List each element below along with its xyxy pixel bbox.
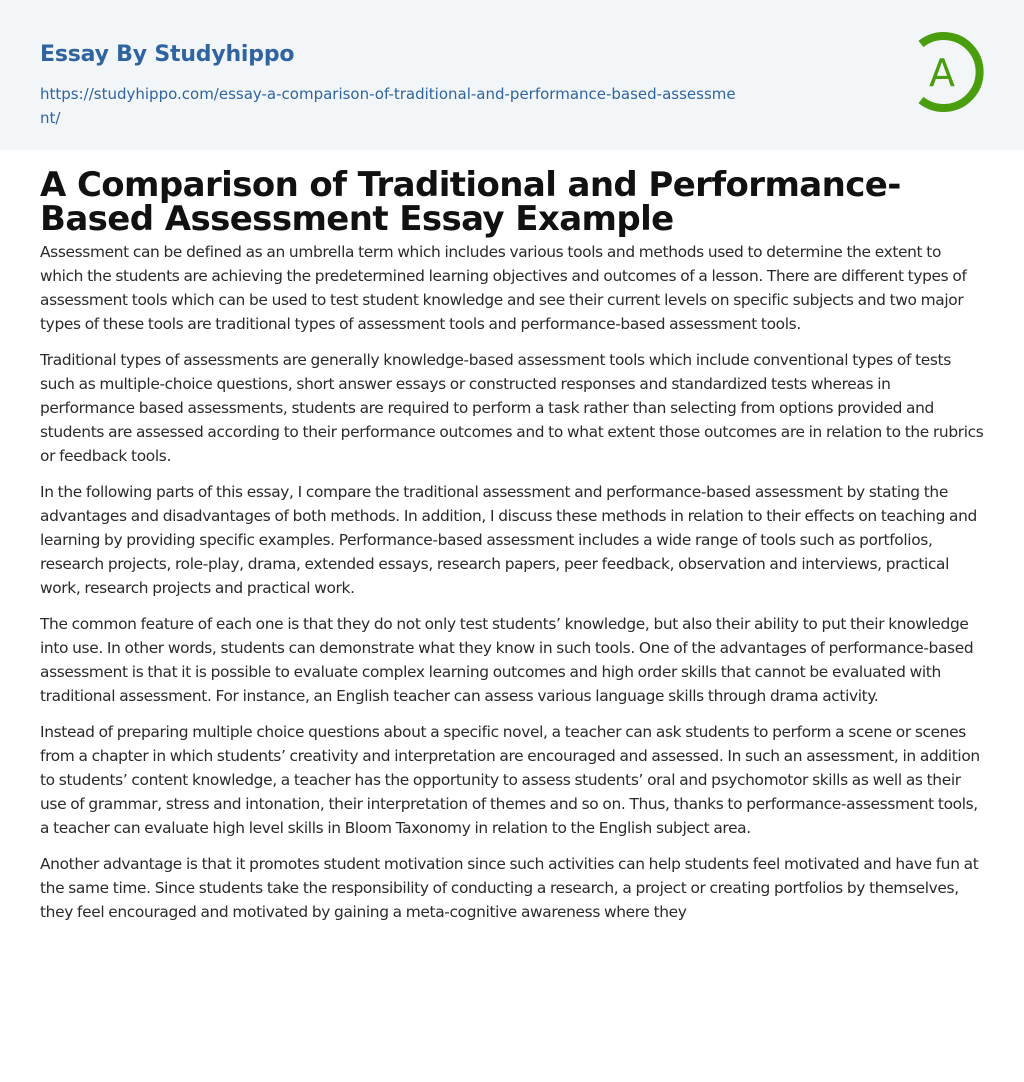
studyhippo-logo-icon[interactable]: [912, 28, 986, 118]
essay-paragraph: Another advantage is that it promotes student motivation since such activities can help students feel motivated and have fun at the same time. Since students take the responsibility of conducting a research, a project or creating portfolios by themselves, they feel encouraged and motivated by gaining a meta-cognitive awareness where they: [40, 855, 979, 921]
essay-paragraph: Traditional types of assessments are generally knowledge-based assessment tools which include conventional types of tests such as multiple-choice questions, short answer essays or constructed responses and standardized tests whereas in performance based assessments, students are required to perform a task rather than selecting from options provided and students are assessed according to their performance outcomes and to what extent those outcomes are in relation to the rubrics or feedback tools.: [40, 351, 984, 465]
site-header: [0, 0, 1024, 150]
site-title[interactable]: Essay By Studyhippo: [40, 42, 295, 67]
essay-paragraph: Assessment can be defined as an umbrella term which includes various tools and methods used to determine the extent to which the students are achieving the predetermined learning objectives and outcomes of a lesson. There are different types of assessment tools which can be used to test student knowledge and see their current levels on specific subjects and two major types of these tools are traditional types of assessment tools and performance-based assessment tools.: [40, 243, 967, 333]
essay-paragraph: Instead of preparing multiple choice questions about a specific novel, a teacher can ask students to perform a scene or scenes from a chapter in which students’ creativity and interpretation are encouraged and assessed. In such an assessment, in addition to students’ content knowledge, a teacher has the opportunity to assess students’ oral and psychomotor skills as well as their use of grammar, stress and intonation, their interpretation of themes and so on. Thus, thanks to performance-assessment tools, a teacher can evaluate high level skills in Bloom Taxonomy in relation to the English subject area.: [40, 723, 980, 837]
essay-url-link[interactable]: https://studyhippo.com/essay-a-comparison-of-traditional-and-performance-based-assessment/: [40, 85, 736, 127]
essay-paragraph: The common feature of each one is that they do not only test students’ knowledge, but also their ability to put their knowledge into use. In other words, students can demonstrate what they know in such tools. One of the advantages of performance-based assessment is that it is possible to evaluate complex learning outcomes and high order skills that cannot be evaluated with traditional assessment. For instance, an English teacher can assess various language skills through drama activity.: [40, 615, 974, 705]
essay-paragraph: In the following parts of this essay, I compare the traditional assessment and performance-based assessment by stating the advantages and disadvantages of both methods. In addition, I discuss these methods in relation to their effects on teaching and learning by providing specific examples. Performance-based assessment includes a wide range of tools such as portfolios, research projects, role-play, drama, extended essays, research papers, peer feedback, observation and interviews, practical work, research projects and practical work.: [40, 483, 977, 597]
page-title: A Comparison of Traditional and Performance-Based Assessment Essay Example: [40, 165, 901, 239]
logo-letter: A: [929, 51, 955, 95]
article: [0, 150, 1024, 924]
